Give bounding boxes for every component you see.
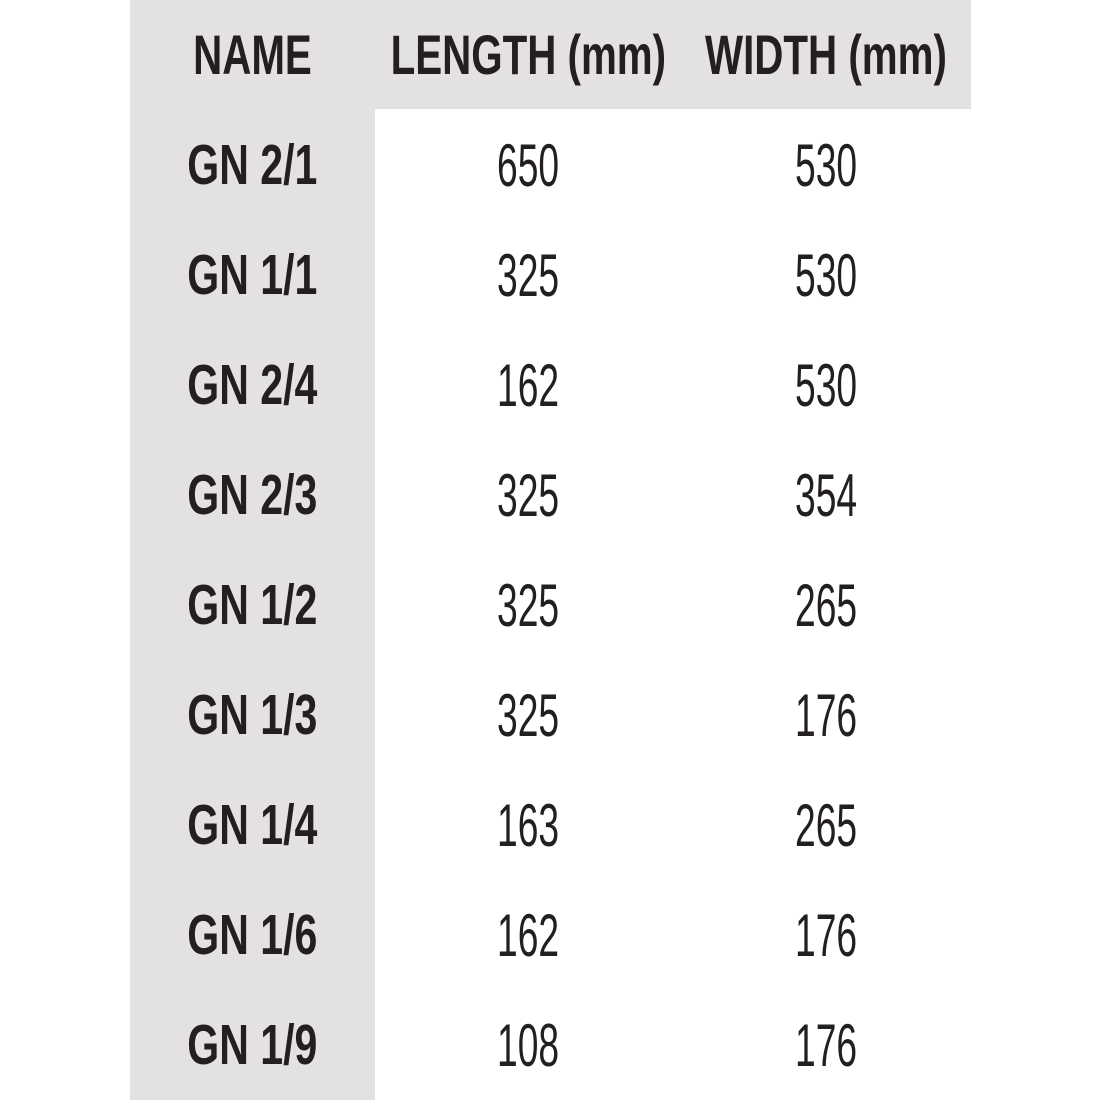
row-name-value: GN 1/9	[187, 1013, 318, 1077]
table-row-width	[681, 440, 971, 550]
table-row-name	[130, 330, 375, 440]
row-length-value: 108	[496, 1011, 560, 1079]
row-width-value: 530	[794, 131, 858, 199]
table-row-width	[681, 220, 971, 330]
table-row-name	[130, 550, 375, 660]
row-name-value: GN 2/4	[187, 353, 318, 417]
table-row-width	[681, 880, 971, 990]
row-length-value: 325	[496, 681, 560, 749]
row-width-value: 176	[794, 901, 858, 969]
column-header-name-label: NAME	[193, 23, 312, 86]
column-header-length-label: LENGTH (mm)	[390, 23, 666, 86]
table-row-name	[130, 440, 375, 550]
row-width-value: 176	[794, 681, 858, 749]
row-name-value: GN 1/1	[187, 243, 318, 307]
table-row-name	[130, 220, 375, 330]
column-header-width	[681, 0, 971, 109]
row-length-value: 162	[496, 901, 560, 969]
table-row-name	[130, 880, 375, 990]
table-row-width	[681, 550, 971, 660]
table-row-name	[130, 660, 375, 770]
row-name-value: GN 2/1	[187, 133, 318, 197]
column-header-name	[130, 0, 375, 109]
row-width-value: 530	[794, 241, 858, 309]
row-length-value: 162	[496, 351, 560, 419]
table-row-length	[375, 220, 681, 330]
column-header-length	[375, 0, 681, 109]
row-width-value: 354	[794, 461, 858, 529]
table-row-width	[681, 110, 971, 220]
row-width-value: 176	[794, 1011, 858, 1079]
size-table-grid	[130, 0, 971, 1100]
row-length-value: 325	[496, 241, 560, 309]
table-row-length	[375, 110, 681, 220]
row-length-value: 650	[496, 131, 560, 199]
row-width-value: 530	[794, 351, 858, 419]
row-name-value: GN 1/4	[187, 793, 318, 857]
table-row-length	[375, 880, 681, 990]
row-length-value: 325	[496, 571, 560, 639]
table-row-length	[375, 770, 681, 880]
row-length-value: 163	[496, 791, 560, 859]
table-row-width	[681, 660, 971, 770]
row-width-value: 265	[794, 791, 858, 859]
table-row-length	[375, 440, 681, 550]
row-name-value: GN 1/6	[187, 903, 318, 967]
table-row-length	[375, 550, 681, 660]
row-name-value: GN 1/2	[187, 573, 318, 637]
row-name-value: GN 2/3	[187, 463, 318, 527]
column-header-width-label: WIDTH (mm)	[705, 23, 947, 86]
table-row-name	[130, 110, 375, 220]
table-row-width	[681, 330, 971, 440]
table-row-width	[681, 990, 971, 1100]
table-row-width	[681, 770, 971, 880]
table-row-name	[130, 770, 375, 880]
table-row-length	[375, 660, 681, 770]
row-length-value: 325	[496, 461, 560, 529]
row-name-value: GN 1/3	[187, 683, 318, 747]
row-width-value: 265	[794, 571, 858, 639]
table-row-length	[375, 330, 681, 440]
table-row-name	[130, 990, 375, 1100]
table-row-length	[375, 990, 681, 1100]
